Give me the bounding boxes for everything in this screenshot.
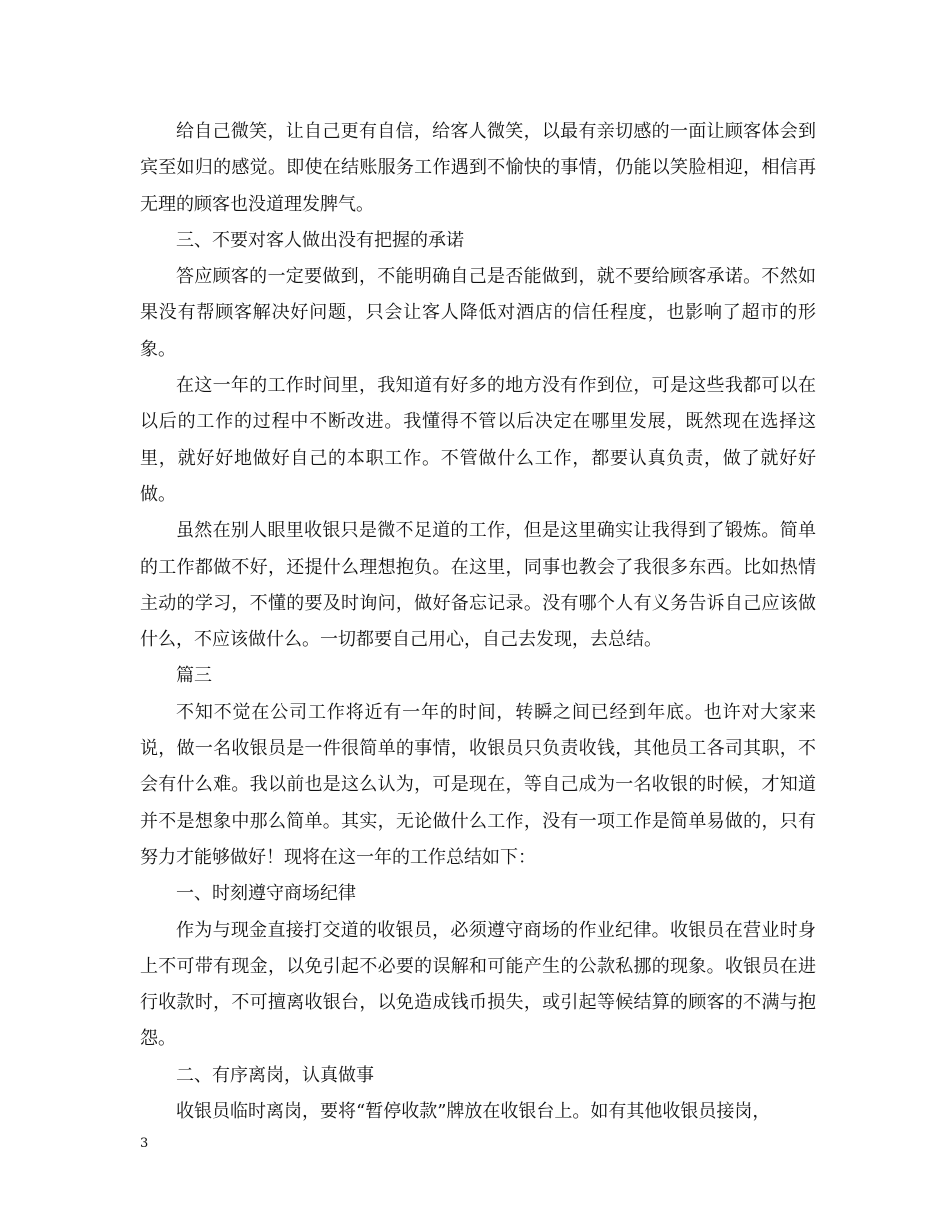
paragraph: 在这一年的工作时间里，我知道有好多的地方没有作到位，可是这些我都可以在以后的工作的过程中不断改进。我懂得不管以后决定在哪里发展，既然现在选择这里，就好好地做好自己的本职工作。不管做什么工作，都要认真负责，做了就好好做。 [140, 375, 816, 505]
section-heading: 二、有序离岗，认真做事 [176, 1064, 374, 1086]
paragraph: 不知不觉在公司工作将近有一年的时间，转瞬之间已经到年底。也许对大家来说，做一名收银员是一件很简单的事情，收银员只负责收钱，其他员工各司其职，不会有什么难。我以前也是这么认为，可是现在，等自己成为一名收银的时候，才知道并不是想象中那么简单。其实，无论做什么工作，没有一项工作是简单易做的，只有努力才能够做好！现将在这一年的工作总结如下： [140, 701, 816, 868]
paragraph: 作为与现金直接打交道的收银员，必须遵守商场的作业纪律。收银员在营业时身上不可带有现金，以免引起不必要的误解和可能产生的公款私挪的现象。收银员在进行收款时，不可擅离收银台，以免造成钱币损失，或引起等候结算的顾客的不满与抱怨。 [140, 919, 816, 1050]
chapter-heading: 篇三 [176, 665, 212, 687]
section-heading: 一、时刻遵守商场纪律 [176, 883, 356, 905]
section-heading: 三、不要对客人做出没有把握的承诺 [176, 229, 464, 251]
document-body [140, 114, 816, 1130]
paragraph: 答应顾客的一定要做到，不能明确自己是否能做到，就不要给顾客承诺。不然如果没有帮顾客解决好问题，只会让客人降低对酒店的信任程度，也影响了超市的形象。 [140, 266, 816, 360]
page-number: 3 [140, 1136, 149, 1151]
paragraph: 给自己微笑，让自己更有自信，给客人微笑，以最有亲切感的一面让顾客体会到宾至如归的感觉。即使在结账服务工作遇到不愉快的事情，仍能以笑脸相迎，相信再无理的顾客也没道理发脾气。 [140, 121, 816, 215]
paragraph: 收银员临时离岗，要将“暂停收款”牌放在收银台上。如有其他收银员接岗， [176, 1101, 771, 1123]
paragraph: 虽然在别人眼里收银只是微不足道的工作，但是这里确实让我得到了锻炼。简单的工作都做不好，还提什么理想抱负。在这里，同事也教会了我很多东西。比如热情主动的学习，不懂的要及时询问，做好备忘记录。没有哪个人有义务告诉自己应该做什么，不应该做什么。一切都要自己用心，自己去发现，去总结。 [140, 520, 816, 651]
